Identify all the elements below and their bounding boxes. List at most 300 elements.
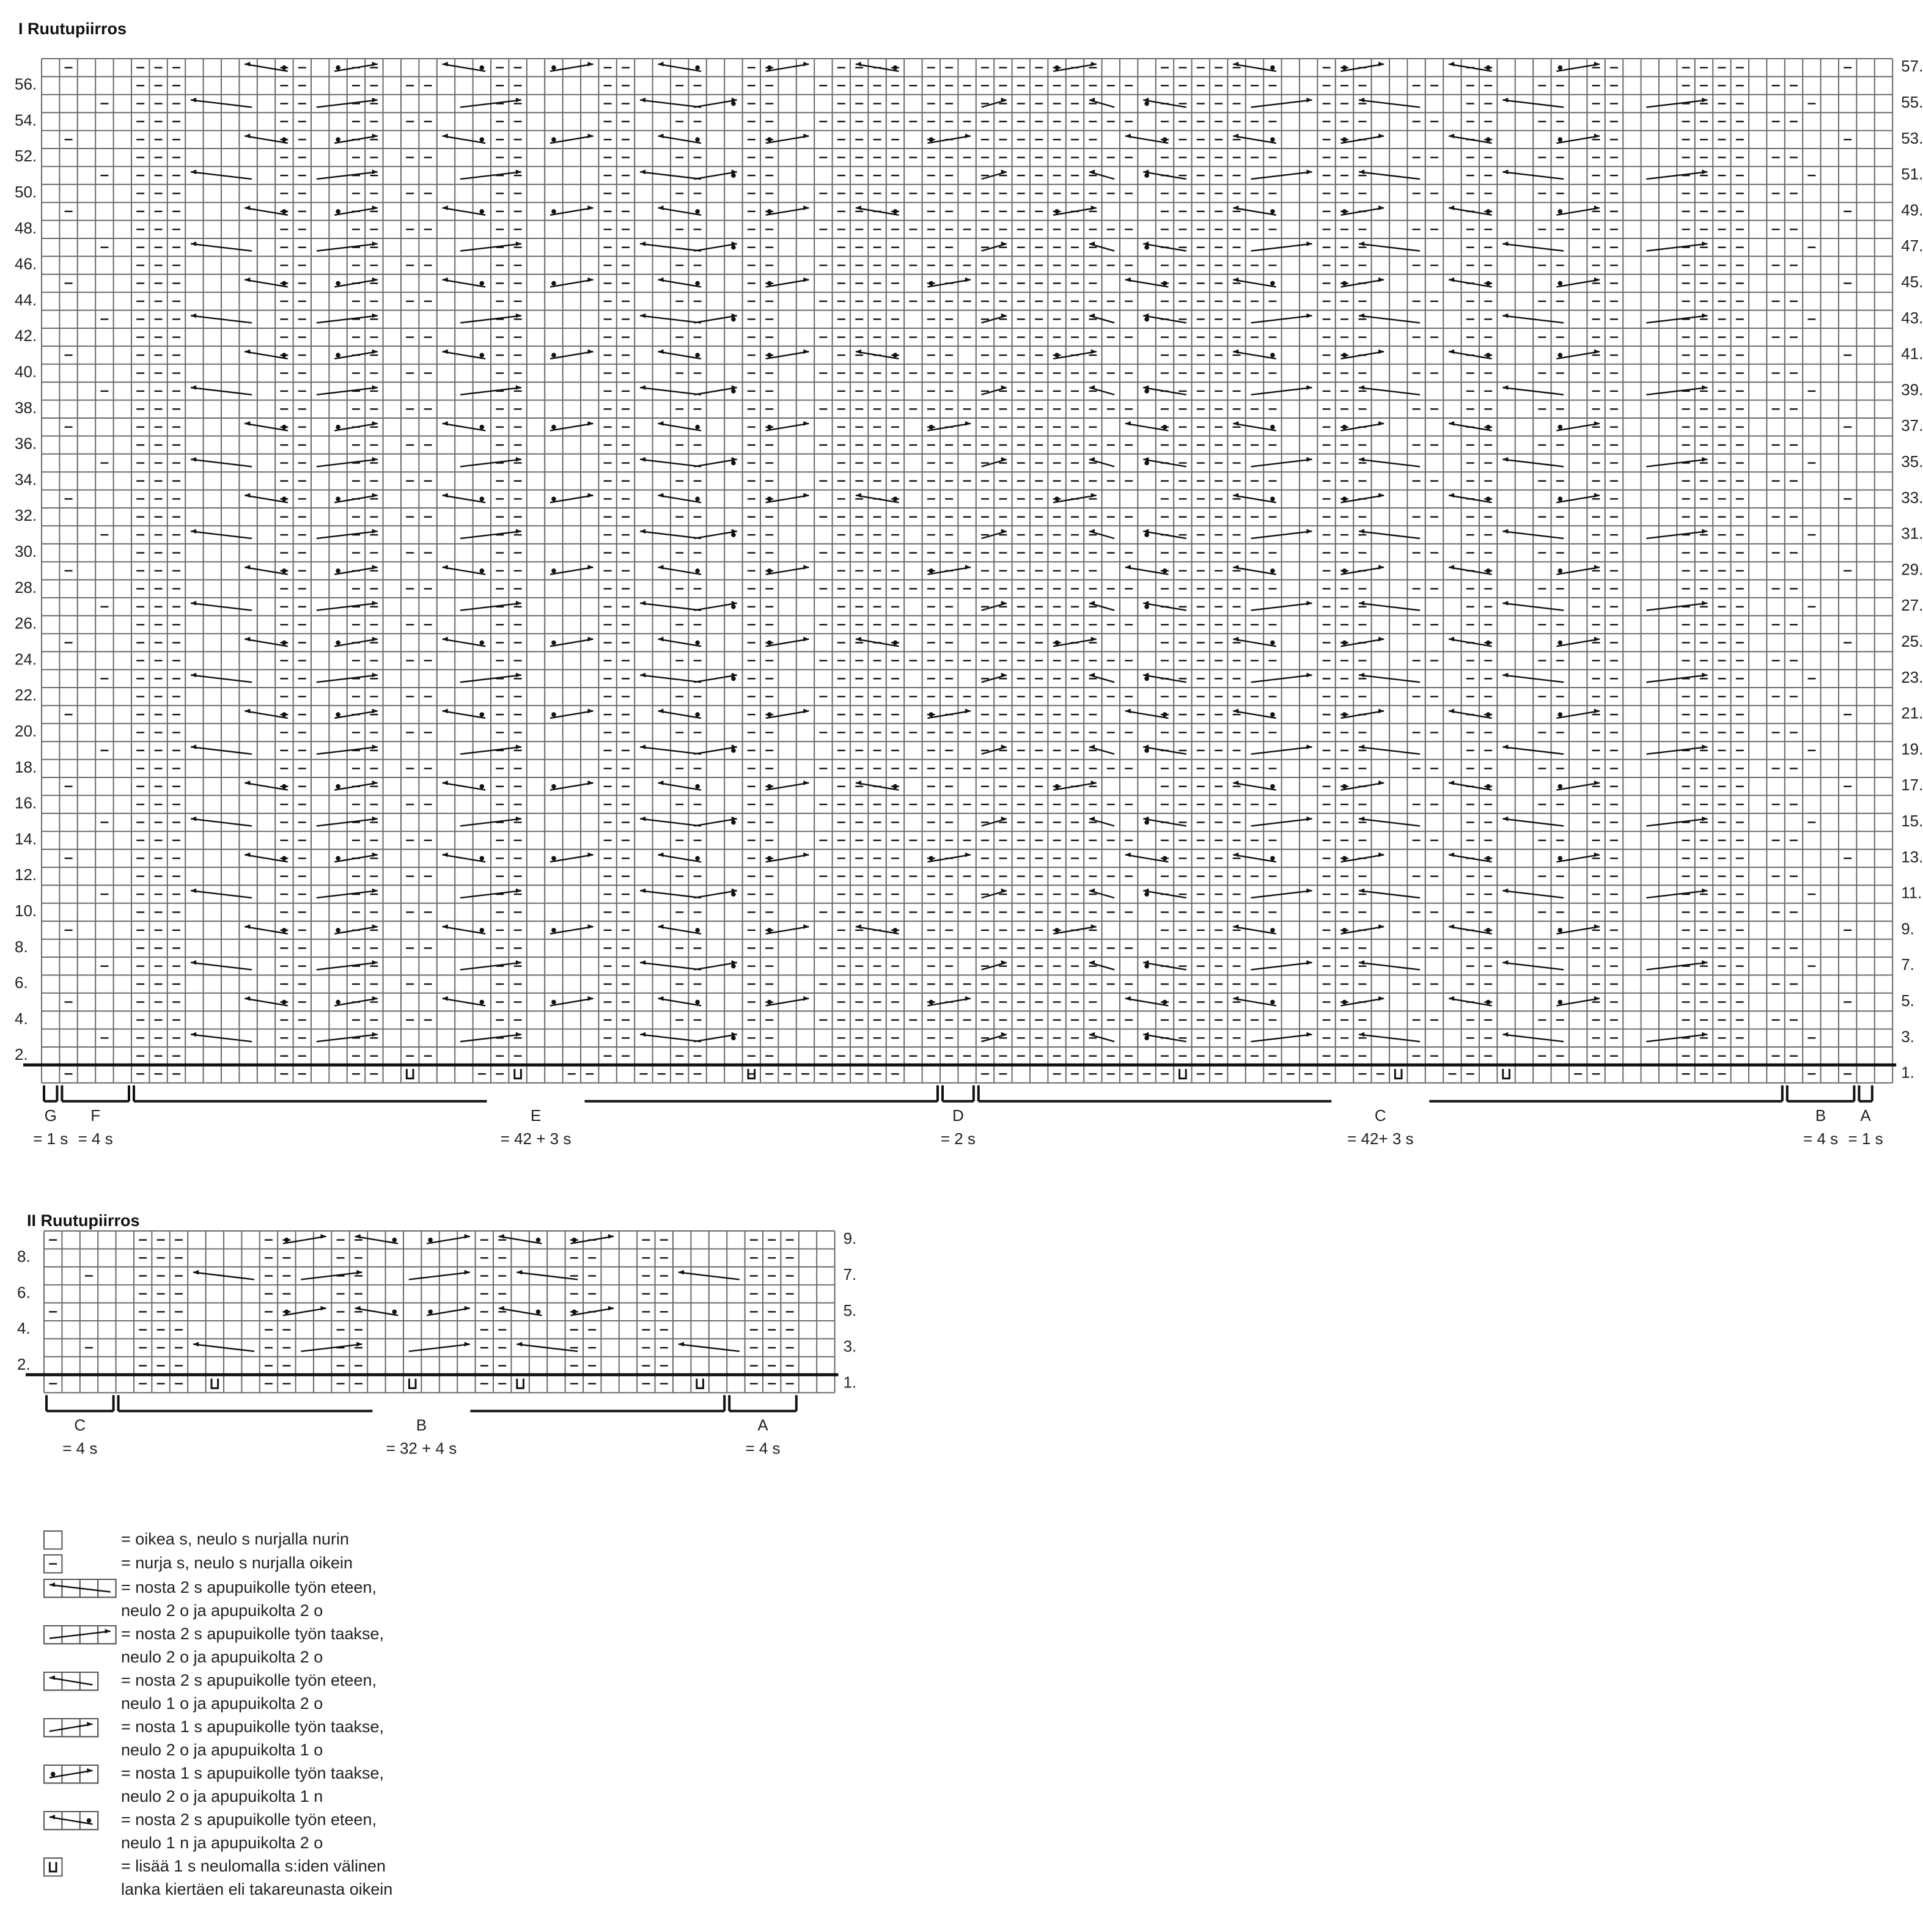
purl-dot xyxy=(695,353,700,358)
arrow-head xyxy=(1359,744,1364,749)
arrow-head xyxy=(191,314,196,318)
cable-line xyxy=(658,711,701,718)
purl-dot xyxy=(480,928,485,933)
legend-cell xyxy=(80,1765,98,1783)
section-count: = 42 + 3 s xyxy=(500,1129,572,1148)
arrow-head xyxy=(193,1270,199,1275)
row-label-right: 53. xyxy=(1901,128,1923,147)
chart2-grid xyxy=(17,1229,856,1392)
purl-dot xyxy=(480,281,485,286)
purl-dot xyxy=(731,604,736,609)
arrow-head xyxy=(356,1270,362,1275)
purl-dot xyxy=(1342,425,1347,430)
arrow-head xyxy=(640,817,645,821)
arrow-head xyxy=(1359,98,1364,103)
arrow-head xyxy=(372,457,378,462)
chart2-title: II Ruutupiirros xyxy=(27,1211,140,1230)
row-label-right: 37. xyxy=(1901,416,1923,435)
arrow-head xyxy=(1306,314,1312,318)
arrow-head xyxy=(640,457,645,462)
row-label-right: 11. xyxy=(1901,883,1922,902)
row-label-left: 22. xyxy=(15,686,37,705)
legend-text: = nosta 2 s apupuikolle työn eteen, xyxy=(121,1578,377,1596)
cable-line xyxy=(658,783,701,790)
row-label-right: 23. xyxy=(1901,667,1923,686)
purl-dot xyxy=(1342,568,1347,573)
arrow-head xyxy=(658,708,663,713)
increase-mark xyxy=(211,1379,218,1389)
row-label-left: 44. xyxy=(15,290,37,309)
arrow-head xyxy=(1091,924,1097,929)
arrow-head xyxy=(1359,385,1364,390)
section-letter: B xyxy=(1815,1106,1826,1125)
purl-dot xyxy=(1342,784,1347,789)
purl-dot xyxy=(929,138,934,142)
purl-dot xyxy=(929,856,934,861)
purl-dot xyxy=(1054,209,1059,214)
arrow-head xyxy=(1449,277,1454,282)
section-letter: F xyxy=(90,1106,101,1125)
purl-dot xyxy=(551,784,556,789)
legend-text: = nosta 1 s apupuikolle työn taakse, xyxy=(121,1717,384,1736)
row-label-left: 56. xyxy=(15,75,37,94)
arrow-head xyxy=(1233,996,1238,1001)
chart2-sections xyxy=(46,1395,796,1458)
purl-dot xyxy=(336,712,340,717)
legend xyxy=(44,1530,392,1898)
arrow-head xyxy=(658,996,663,1001)
legend-text: neulo 2 o ja apupuikolta 2 o xyxy=(121,1648,323,1666)
purl-dot xyxy=(1486,568,1491,573)
cable-line xyxy=(658,424,701,431)
row-label-left: 8. xyxy=(15,937,28,956)
cable-line xyxy=(550,711,594,718)
purl-dot xyxy=(929,1000,934,1005)
purl-dot xyxy=(551,138,556,142)
purl-dot xyxy=(282,65,287,70)
arrow-head xyxy=(372,277,378,282)
arrow-head xyxy=(1449,205,1454,210)
row-label-right: 45. xyxy=(1901,272,1923,291)
arrow-head xyxy=(1359,673,1364,678)
arrow-head xyxy=(191,817,196,821)
arrow-head xyxy=(1233,205,1238,210)
increase-mark xyxy=(409,1379,416,1389)
arrow-head xyxy=(1378,708,1384,713)
purl-dot xyxy=(1486,497,1491,502)
row-label-left: 24. xyxy=(15,650,37,669)
purl-dot xyxy=(695,568,700,573)
arrow-head xyxy=(1089,241,1095,246)
purl-dot xyxy=(1144,748,1149,753)
row-label-right: 3. xyxy=(1901,1027,1914,1046)
arrow-head xyxy=(245,924,250,929)
purl-dot xyxy=(1342,641,1347,645)
arrow-head xyxy=(1125,277,1131,282)
row-label-left: 40. xyxy=(15,362,37,381)
arrow-head xyxy=(443,565,448,570)
arrow-head xyxy=(1594,565,1600,570)
arrow-head xyxy=(658,349,663,354)
arrow-head xyxy=(587,924,593,929)
increase-mark xyxy=(406,1069,413,1079)
arrow-head xyxy=(465,1342,470,1346)
cable-line xyxy=(550,567,594,575)
arrow-head xyxy=(1378,62,1384,67)
cable-line xyxy=(550,351,594,359)
row-label-right: 17. xyxy=(1901,776,1923,795)
purl-dot xyxy=(1054,784,1059,789)
arrow-head xyxy=(1594,924,1600,929)
arrow-head xyxy=(658,205,663,210)
section-letter: C xyxy=(74,1416,86,1434)
arrow-head xyxy=(372,493,378,498)
purl-dot xyxy=(282,641,287,645)
row-label-left: 28. xyxy=(15,578,37,597)
legend-text: = nosta 2 s apupuikolle työn taakse, xyxy=(121,1625,384,1643)
arrow-head xyxy=(443,996,448,1001)
arrow-head xyxy=(443,277,448,282)
arrow-head xyxy=(372,241,378,246)
arrow-head xyxy=(372,708,378,713)
cable-line xyxy=(694,963,737,970)
legend-cell xyxy=(44,1672,62,1690)
arrow-head xyxy=(1306,601,1312,606)
cable-line xyxy=(443,711,486,718)
arrow-head xyxy=(1449,134,1454,139)
arrow-head xyxy=(587,493,593,498)
increase-mark xyxy=(1503,1069,1510,1079)
row-label-right: 5. xyxy=(1901,991,1914,1010)
arrow-head xyxy=(1702,169,1707,174)
arrow-head xyxy=(1378,277,1384,282)
arrow-head xyxy=(640,241,645,246)
arrow-head xyxy=(640,529,645,534)
cable-line xyxy=(443,351,486,359)
purl-dot xyxy=(731,389,736,394)
legend-text: = nosta 1 s apupuikolle työn taakse, xyxy=(121,1764,384,1782)
purl-dot xyxy=(336,353,340,358)
cable-line xyxy=(443,495,486,502)
purl-dot xyxy=(1558,65,1563,70)
row-label-left: 4. xyxy=(17,1319,31,1338)
purl-dot xyxy=(1558,497,1563,502)
arrow-head xyxy=(1091,62,1097,67)
arrow-head xyxy=(1359,1032,1364,1037)
arrow-head xyxy=(1594,62,1600,67)
purl-dot xyxy=(1486,281,1491,286)
arrow-head xyxy=(465,1270,470,1275)
row-label-left: 36. xyxy=(15,434,37,453)
purl-dot xyxy=(767,138,772,142)
arrow-head xyxy=(191,888,196,893)
purl-dot xyxy=(1558,928,1563,933)
purl-dot xyxy=(1558,712,1563,717)
purl-dot xyxy=(572,1238,577,1243)
purl-dot xyxy=(1163,1000,1167,1005)
purl-dot xyxy=(282,856,287,861)
purl-dot xyxy=(1144,677,1149,681)
increase-mark xyxy=(1395,1069,1402,1079)
purl-dot xyxy=(767,784,772,789)
purl-dot xyxy=(551,712,556,717)
purl-dot xyxy=(1144,317,1149,322)
purl-dot xyxy=(695,641,700,645)
arrow-head xyxy=(1125,134,1131,139)
section-letter: D xyxy=(952,1106,964,1125)
purl-dot xyxy=(1342,928,1347,933)
cable-line xyxy=(694,603,737,611)
arrow-head xyxy=(587,708,593,713)
purl-dot xyxy=(695,281,700,286)
arrow-head xyxy=(1449,781,1454,785)
purl-dot xyxy=(551,856,556,861)
purl-dot xyxy=(551,425,556,430)
row-label-left: 6. xyxy=(17,1283,31,1302)
arrow-head xyxy=(1702,1032,1707,1037)
row-label-right: 1. xyxy=(843,1373,857,1392)
increase-mark xyxy=(517,1379,524,1389)
arrow-head xyxy=(372,853,378,858)
row-label-right: 51. xyxy=(1901,164,1923,183)
purl-dot xyxy=(1558,138,1563,142)
arrow-head xyxy=(1594,781,1600,785)
purl-dot xyxy=(480,856,485,861)
cable-line xyxy=(443,208,486,215)
arrow-head xyxy=(803,781,809,785)
cable-line xyxy=(694,1034,737,1041)
arrow-head xyxy=(372,565,378,570)
purl-dot xyxy=(551,353,556,358)
legend-text: = lisää 1 s neulomalla s:iden välinen xyxy=(121,1857,386,1875)
arrow-head xyxy=(1594,277,1600,282)
arrow-head xyxy=(803,565,809,570)
legend-cell xyxy=(98,1626,116,1644)
arrow-head xyxy=(587,62,593,67)
arrow-head xyxy=(1089,314,1095,318)
arrow-head xyxy=(372,529,378,534)
arrow-head xyxy=(372,960,378,965)
arrow-head xyxy=(1233,134,1238,139)
arrow-head xyxy=(1359,888,1364,893)
purl-dot xyxy=(282,209,287,214)
arrow-head xyxy=(640,98,645,103)
arrow-head xyxy=(1125,853,1131,858)
purl-dot xyxy=(480,497,485,502)
arrow-head xyxy=(1594,493,1600,498)
arrow-head xyxy=(803,205,809,210)
arrow-head xyxy=(1001,673,1007,678)
arrow-head xyxy=(191,960,196,965)
arrow-head xyxy=(1378,493,1384,498)
arrow-head xyxy=(856,349,861,354)
arrow-head xyxy=(803,708,809,713)
arrow-head xyxy=(516,314,521,318)
row-label-left: 4. xyxy=(15,1009,28,1028)
purl-dot xyxy=(1486,353,1491,358)
purl-dot xyxy=(336,138,340,142)
purl-dot xyxy=(731,532,736,537)
arrow-head xyxy=(245,853,250,858)
row-label-right: 47. xyxy=(1901,237,1923,255)
purl-dot xyxy=(1144,245,1149,250)
purl-dot xyxy=(284,1238,289,1243)
section-count: = 1 s xyxy=(33,1129,68,1148)
arrow-head xyxy=(191,744,196,749)
cable-line xyxy=(443,639,486,647)
legend-cell xyxy=(80,1672,98,1690)
arrow-head xyxy=(658,637,663,642)
arrow-head xyxy=(1001,457,1007,462)
arrow-head xyxy=(516,817,521,821)
cable-line xyxy=(694,172,737,179)
chart1-grid xyxy=(15,57,1923,1083)
arrow-head xyxy=(640,744,645,749)
arrow-head xyxy=(1306,1032,1312,1037)
arrow-head xyxy=(1233,277,1238,282)
arrow-head xyxy=(1125,996,1131,1001)
arrow-head xyxy=(516,241,521,246)
purl-dot xyxy=(392,1310,397,1315)
purl-dot xyxy=(1342,712,1347,717)
arrow-head xyxy=(191,601,196,606)
purl-dot xyxy=(893,353,898,358)
arrow-head xyxy=(1233,708,1238,713)
purl-dot xyxy=(480,138,485,142)
arrow-head xyxy=(587,134,593,139)
arrow-head xyxy=(1091,493,1097,498)
arrow-head xyxy=(516,960,521,965)
cable-line xyxy=(694,531,737,538)
purl-dot xyxy=(336,209,340,214)
row-label-left: 2. xyxy=(15,1045,28,1064)
cable-line xyxy=(550,495,594,502)
cable-right-purl-icon xyxy=(44,1765,98,1783)
arrow-head xyxy=(1378,134,1384,139)
arrow-head xyxy=(517,1342,522,1346)
purl-dot xyxy=(1486,784,1491,789)
arrow-head xyxy=(191,673,196,678)
purl-dot xyxy=(767,425,772,430)
purl-dot xyxy=(536,1238,541,1243)
arrow-head xyxy=(372,1032,378,1037)
row-label-left: 30. xyxy=(15,542,37,560)
arrow-head xyxy=(1233,493,1238,498)
arrow-head xyxy=(803,924,809,929)
section-count: = 2 s xyxy=(940,1129,976,1148)
purl-dot xyxy=(767,353,772,358)
purl-dot xyxy=(1163,281,1167,286)
purl-dot xyxy=(731,748,736,753)
arrow-head xyxy=(443,853,448,858)
purl-dot xyxy=(767,568,772,573)
legend-text: = oikea s, neulo s nurjalla nurin xyxy=(121,1530,349,1548)
arrow-head xyxy=(516,601,521,606)
purl-dot xyxy=(1558,856,1563,861)
purl-dot xyxy=(1486,425,1491,430)
arrow-head xyxy=(640,314,645,318)
row-label-left: 48. xyxy=(15,218,37,237)
chart1-sections xyxy=(33,1085,1883,1148)
purl-dot xyxy=(1270,353,1275,358)
section-count: = 4 s xyxy=(78,1129,113,1148)
purl-dot xyxy=(695,497,700,502)
purl-dot xyxy=(284,1310,289,1315)
arrow-head xyxy=(1702,960,1707,965)
row-label-right: 13. xyxy=(1901,847,1923,866)
purl-dot xyxy=(1558,784,1563,789)
purl-dot xyxy=(1486,641,1491,645)
row-label-right: 49. xyxy=(1901,200,1923,219)
arrow-head xyxy=(1001,888,1007,893)
arrow-head xyxy=(1702,529,1707,534)
purl-dot xyxy=(929,712,934,717)
knit-square-icon xyxy=(44,1531,62,1549)
arrow-head xyxy=(372,888,378,893)
row-label-left: 54. xyxy=(15,111,37,130)
purl-dot xyxy=(1144,604,1149,609)
arrow-head xyxy=(1449,421,1454,426)
arrow-head xyxy=(856,924,861,929)
arrow-head xyxy=(1359,457,1364,462)
cable-line xyxy=(694,460,737,467)
arrow-head xyxy=(1594,421,1600,426)
arrow-head xyxy=(803,134,809,139)
purl-dot xyxy=(1270,641,1275,645)
arrow-head xyxy=(587,205,593,210)
arrow-head xyxy=(803,637,809,642)
arrow-head xyxy=(443,637,448,642)
cable-left-1x2-icon xyxy=(44,1672,98,1690)
purl-dot xyxy=(1342,856,1347,861)
purl-dot xyxy=(1558,1000,1563,1005)
arrow-head xyxy=(443,924,448,929)
arrow-head xyxy=(1378,637,1384,642)
purl-dot xyxy=(1558,281,1563,286)
purl-dot xyxy=(282,497,287,502)
row-label-right: 1. xyxy=(1901,1063,1914,1082)
purl-dot xyxy=(1144,389,1149,394)
cable-line xyxy=(550,639,594,647)
arrow-head xyxy=(499,1306,504,1311)
arrow-head xyxy=(443,62,448,67)
arrow-head xyxy=(1089,960,1095,965)
purl-dot xyxy=(929,568,934,573)
arrow-head xyxy=(1233,781,1238,785)
arrow-head xyxy=(1306,888,1312,893)
section-count: = 42+ 3 s xyxy=(1347,1129,1414,1148)
row-label-left: 34. xyxy=(15,470,37,489)
cable-line xyxy=(550,927,594,934)
arrow-head xyxy=(658,924,663,929)
arrow-head xyxy=(803,493,809,498)
arrow-head xyxy=(1702,888,1707,893)
section-letter: A xyxy=(1860,1106,1871,1125)
purl-dot xyxy=(767,209,772,214)
section-letter: A xyxy=(757,1416,768,1434)
row-label-right: 39. xyxy=(1901,380,1923,399)
arrow-head xyxy=(443,493,448,498)
arrow-head xyxy=(1449,637,1454,642)
section-letter: B xyxy=(416,1416,427,1434)
purl-dot xyxy=(1144,1036,1149,1041)
section-letter: C xyxy=(1374,1106,1386,1125)
row-label-left: 2. xyxy=(17,1354,31,1373)
legend-cell xyxy=(44,1626,62,1644)
purl-dot xyxy=(480,1000,485,1005)
arrow-head xyxy=(1125,421,1131,426)
arrow-head xyxy=(640,385,645,390)
